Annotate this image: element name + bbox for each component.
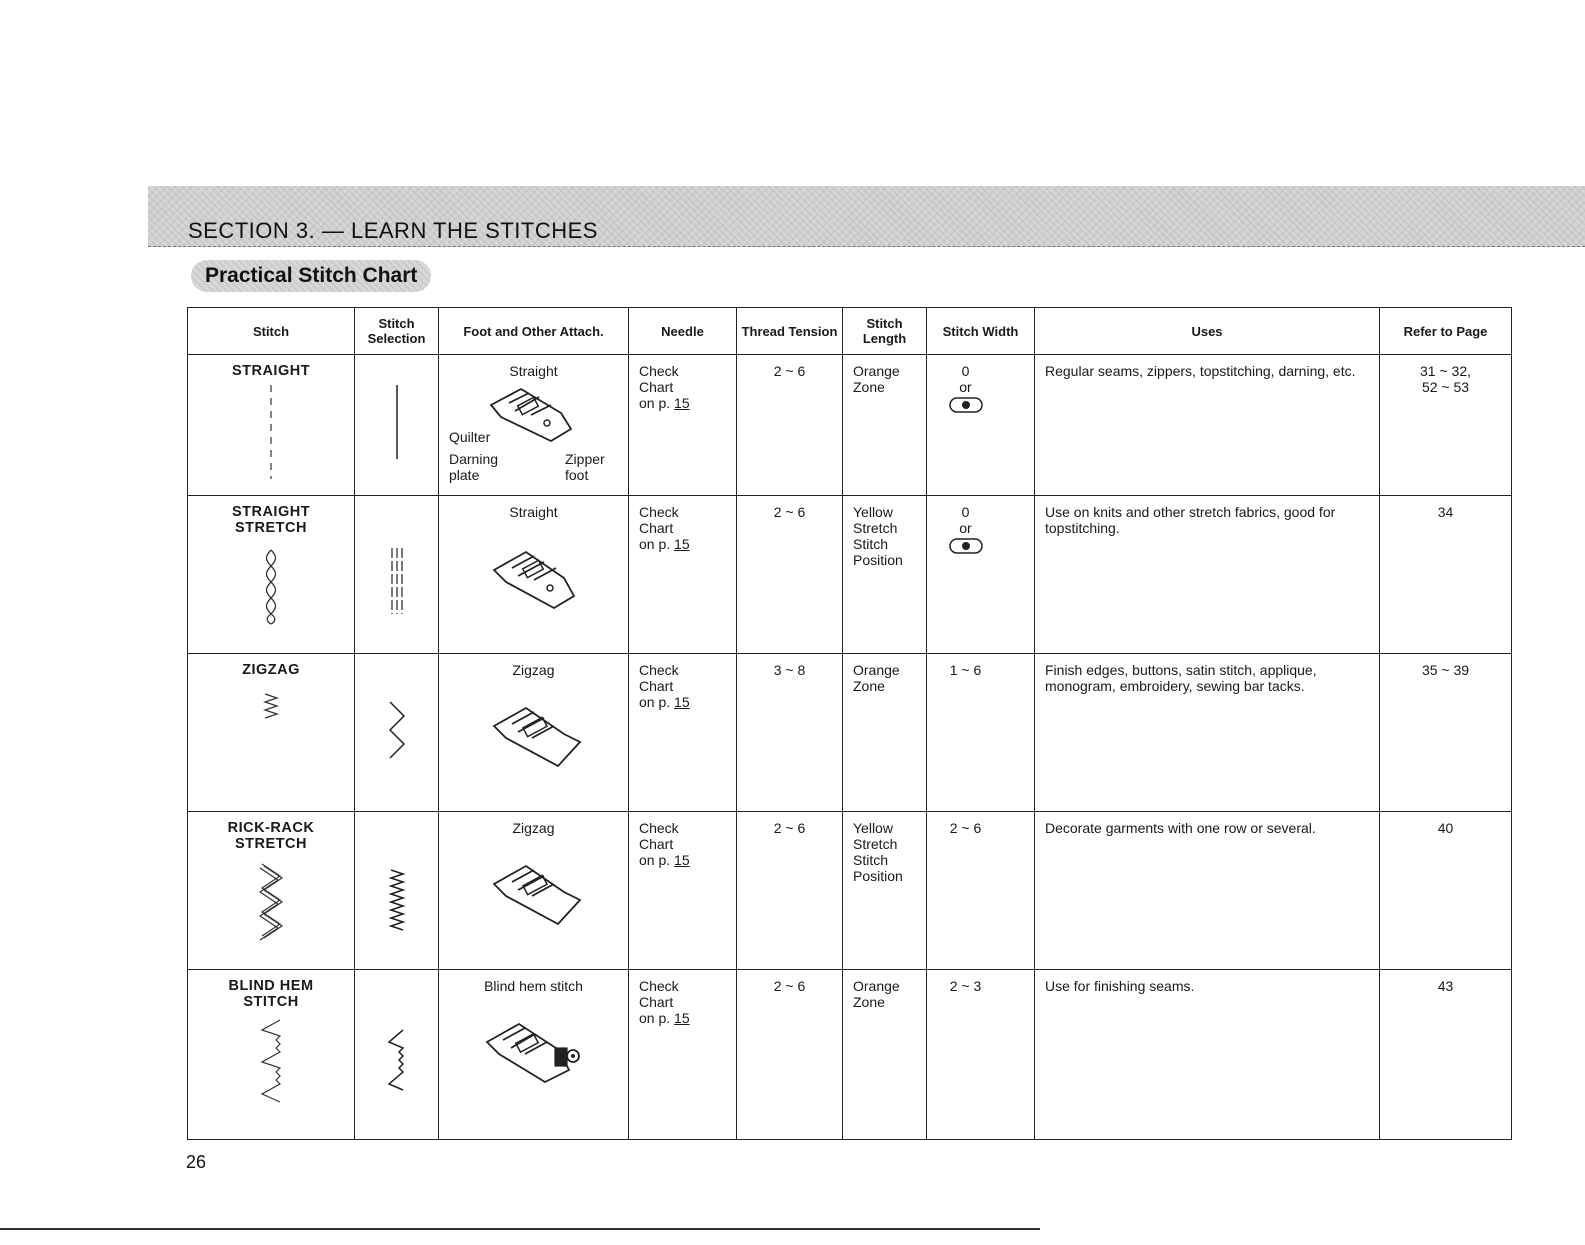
rick-rack-selection-icon [387, 866, 407, 946]
foot-label: Straight [509, 504, 558, 520]
refer-page: 43 [1437, 978, 1454, 994]
needle-text: Chart [639, 520, 674, 536]
needle-text: on p. [639, 1010, 671, 1026]
needle-cell [629, 355, 737, 496]
tension-value: 3 ~ 8 [773, 662, 806, 678]
needle-text: on p. [639, 852, 671, 868]
tension-cell [737, 812, 843, 970]
needle-text: Check [639, 504, 679, 520]
refer-page: 34 [1437, 504, 1454, 520]
blind-hem-stitch-icon [256, 1016, 286, 1106]
needle-page-link: 15 [674, 852, 690, 868]
foot-label: Zigzag [512, 662, 555, 678]
needle-text: Check [639, 820, 679, 836]
length-value: Yellow Stretch Stitch Position [853, 504, 903, 568]
needle-page-link: 15 [674, 1010, 690, 1026]
stitch-cell [188, 496, 355, 654]
page-number: 26 [186, 1152, 207, 1172]
needle-text: on p. [639, 694, 671, 710]
width-cell [927, 355, 1035, 496]
refer-cell [1380, 496, 1512, 654]
width-value: 1 ~ 6 [949, 662, 982, 678]
stitch-name: STRAIGHT [231, 363, 311, 379]
width-cell [927, 496, 1035, 654]
table-row [188, 970, 1512, 1140]
straight-stitch-icon [261, 379, 281, 479]
width-or: or [959, 379, 972, 395]
width-cell [927, 970, 1035, 1140]
width-cell [927, 654, 1035, 812]
stitch-name: BLIND HEM STITCH [228, 978, 314, 1010]
stitch-cell [188, 654, 355, 812]
stitch-cell [188, 355, 355, 496]
straight-stretch-selection-icon [387, 544, 407, 624]
foot-label: Blind hem stitch [484, 978, 583, 994]
tension-cell [737, 496, 843, 654]
practical-stitch-chart-table [187, 307, 1512, 1140]
uses-text: Decorate garments with one row or several. [1045, 820, 1316, 836]
foot-cell [439, 970, 629, 1140]
foot-cell [439, 355, 629, 496]
uses-cell [1035, 496, 1380, 654]
presser-foot-icon [484, 538, 584, 618]
bottom-rule [0, 1228, 1040, 1230]
needle-text: Check [639, 662, 679, 678]
refer-page: 31 ~ 32, 52 ~ 53 [1420, 363, 1471, 395]
rick-rack-stitch-icon [256, 860, 286, 944]
tension-value: 2 ~ 6 [773, 504, 806, 520]
needle-text: Check [639, 363, 679, 379]
column-header-uses: Uses [1035, 308, 1380, 355]
uses-cell [1035, 812, 1380, 970]
uses-cell [1035, 355, 1380, 496]
width-value: 2 ~ 3 [949, 978, 982, 994]
column-header-width: Stitch Width [927, 308, 1035, 355]
section-title: SECTION 3. — LEARN THE STITCHES [188, 218, 598, 243]
foot-cell [439, 496, 629, 654]
length-value: Orange Zone [853, 978, 900, 1010]
straight-selection-icon [387, 379, 407, 489]
length-cell [843, 496, 927, 654]
column-header-foot: Foot and Other Attach. [439, 308, 629, 355]
foot-cell [439, 812, 629, 970]
needle-page-link: 15 [674, 694, 690, 710]
width-value: 0 [961, 504, 970, 520]
stitch-name: STRAIGHT STRETCH [231, 504, 311, 536]
needle-text: Check [639, 978, 679, 994]
column-header-selection: Stitch Selection [355, 308, 439, 355]
straight-stretch-stitch-icon [261, 546, 281, 626]
stitch-name: RICK-RACK STRETCH [227, 820, 315, 852]
column-header-stitch: Stitch [188, 308, 355, 355]
uses-text: Use on knits and other stretch fabrics, good for topstitching. [1045, 504, 1336, 536]
refer-cell [1380, 654, 1512, 812]
needle-text: Chart [639, 678, 674, 694]
table-row [188, 496, 1512, 654]
length-value: Yellow Stretch Stitch Position [853, 820, 903, 884]
needle-text: on p. [639, 395, 671, 411]
column-header-refer: Refer to Page [1380, 308, 1512, 355]
refer-cell [1380, 970, 1512, 1140]
table-row [188, 812, 1512, 970]
needle-text: Chart [639, 994, 674, 1010]
uses-text: Regular seams, zippers, topstitching, darning, etc. [1045, 363, 1356, 379]
width-cell [927, 812, 1035, 970]
length-cell [843, 654, 927, 812]
tension-cell [737, 970, 843, 1140]
table-row [188, 355, 1512, 496]
chart-title-badge [191, 260, 431, 292]
quilter-label: Quilter [449, 429, 491, 445]
uses-text: Use for finishing seams. [1045, 978, 1195, 994]
refer-cell [1380, 812, 1512, 970]
needle-page-link: 15 [674, 395, 690, 411]
table-header-row [188, 308, 1512, 355]
selection-cell [355, 812, 439, 970]
length-value: Orange Zone [853, 363, 900, 395]
chart-title: Practical Stitch Chart [205, 264, 418, 287]
stitch-cell [188, 812, 355, 970]
tension-value: 2 ~ 6 [773, 820, 806, 836]
length-cell [843, 812, 927, 970]
refer-page: 40 [1437, 820, 1454, 836]
presser-foot-icon [481, 383, 581, 447]
width-or: or [959, 520, 972, 536]
foot-cell [439, 654, 629, 812]
selection-cell [355, 970, 439, 1140]
table-row [188, 654, 1512, 812]
needle-text: Chart [639, 379, 674, 395]
needle-cell [629, 812, 737, 970]
stitch-cell [188, 970, 355, 1140]
presser-foot-icon [484, 852, 584, 932]
tension-cell [737, 654, 843, 812]
column-header-length: Stitch Length [843, 308, 927, 355]
tension-value: 2 ~ 6 [773, 363, 806, 379]
needle-text: Chart [639, 836, 674, 852]
length-value: Orange Zone [853, 662, 900, 694]
selection-cell [355, 355, 439, 496]
blind-hem-foot-icon [479, 1012, 589, 1092]
needle-cell [629, 654, 737, 812]
refer-cell [1380, 355, 1512, 496]
center-needle-position-icon [949, 538, 983, 554]
uses-cell [1035, 654, 1380, 812]
needle-cell [629, 970, 737, 1140]
uses-text: Finish edges, buttons, satin stitch, applique, monogram, embroidery, sewing bar tacks. [1045, 662, 1317, 694]
column-header-needle: Needle [629, 308, 737, 355]
selection-cell [355, 654, 439, 812]
foot-label: Straight [509, 363, 558, 379]
zigzag-stitch-icon [261, 690, 281, 724]
length-cell [843, 970, 927, 1140]
needle-text: on p. [639, 536, 671, 552]
length-cell [843, 355, 927, 496]
width-value: 0 [961, 363, 970, 379]
needle-cell [629, 496, 737, 654]
center-needle-position-icon [949, 397, 983, 413]
presser-foot-icon [484, 694, 584, 774]
darning-plate-label: Darning plate [449, 451, 499, 483]
refer-page: 35 ~ 39 [1421, 662, 1470, 678]
width-value: 2 ~ 6 [949, 820, 982, 836]
tension-cell [737, 355, 843, 496]
zipper-foot-label: Zipper foot [565, 451, 605, 483]
column-header-tension: Thread Tension [737, 308, 843, 355]
selection-cell [355, 496, 439, 654]
stitch-name: ZIGZAG [242, 662, 300, 678]
uses-cell [1035, 970, 1380, 1140]
needle-page-link: 15 [674, 536, 690, 552]
zigzag-selection-icon [385, 698, 409, 778]
foot-label: Zigzag [512, 820, 555, 836]
blind-hem-selection-icon [385, 1026, 409, 1106]
tension-value: 2 ~ 6 [773, 978, 806, 994]
